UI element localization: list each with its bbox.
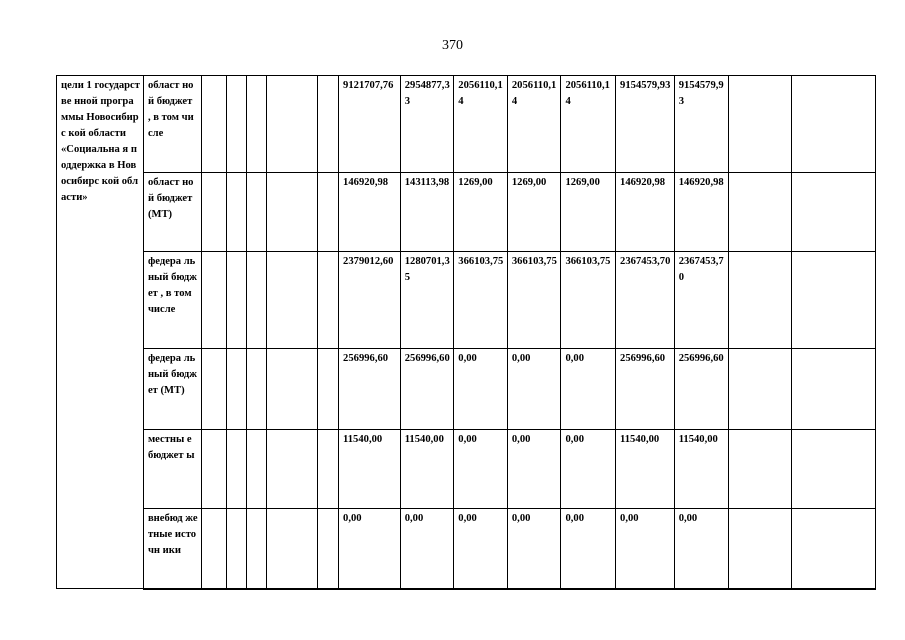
funding-source-cell: федера льный бюджет (МТ): [143, 349, 201, 430]
empty-cell: [226, 430, 246, 509]
value-cell: 2056110,14: [507, 76, 561, 173]
value-cell: 9154579,93: [616, 76, 675, 173]
value-cell: 11540,00: [616, 430, 675, 509]
table-row: [57, 252, 876, 349]
value-cell: 2367453,70: [616, 252, 675, 349]
empty-cell: [247, 509, 267, 589]
value-cell: 0,00: [616, 509, 675, 589]
goal-cell: цели 1 государстве нной программы Новосибирс кой области «Социальна я поддержка в Новосибирс кой области»: [57, 76, 144, 589]
value-cell: 0,00: [561, 430, 616, 509]
value-cell: 1269,00: [507, 173, 561, 252]
value-cell: 146920,98: [339, 173, 401, 252]
value-cell: 366103,75: [561, 252, 616, 349]
value-cell: 1280701,35: [400, 252, 454, 349]
empty-cell: [226, 349, 246, 430]
empty-cell: [247, 349, 267, 430]
value-cell: 11540,00: [674, 430, 729, 509]
value-cell: 1269,00: [454, 173, 508, 252]
empty-cell: [226, 173, 246, 252]
value-cell: 2056110,14: [454, 76, 508, 173]
value-cell: 0,00: [454, 349, 508, 430]
empty-cell: [201, 349, 226, 430]
table-row: [57, 173, 876, 252]
value-cell: 256996,60: [674, 349, 729, 430]
empty-cell: [201, 509, 226, 589]
empty-cell: [729, 349, 792, 430]
value-cell: 146920,98: [616, 173, 675, 252]
table-row: [57, 76, 876, 173]
empty-cell: [791, 349, 875, 430]
empty-cell: [791, 509, 875, 589]
empty-cell: [317, 76, 338, 173]
empty-cell: [267, 509, 318, 589]
value-cell: 9154579,93: [674, 76, 729, 173]
value-cell: 0,00: [507, 509, 561, 589]
empty-cell: [201, 430, 226, 509]
value-cell: 2367453,70: [674, 252, 729, 349]
empty-cell: [729, 509, 792, 589]
empty-cell: [317, 430, 338, 509]
value-cell: 9121707,76: [339, 76, 401, 173]
empty-cell: [317, 509, 338, 589]
empty-cell: [201, 76, 226, 173]
value-cell: 366103,75: [454, 252, 508, 349]
empty-cell: [317, 252, 338, 349]
empty-cell: [267, 349, 318, 430]
funding-source-cell: местны е бюджет ы: [143, 430, 201, 509]
value-cell: 2056110,14: [561, 76, 616, 173]
table-row: [57, 430, 876, 509]
value-cell: 0,00: [561, 349, 616, 430]
empty-cell: [247, 173, 267, 252]
empty-cell: [267, 76, 318, 173]
value-cell: 0,00: [507, 349, 561, 430]
funding-source-cell: област ной бюджет (МТ): [143, 173, 201, 252]
table-row: [57, 349, 876, 430]
value-cell: 2954877,33: [400, 76, 454, 173]
value-cell: 11540,00: [339, 430, 401, 509]
empty-cell: [317, 173, 338, 252]
value-cell: 0,00: [454, 509, 508, 589]
funding-source-cell: федера льный бюджет , в том числе: [143, 252, 201, 349]
empty-cell: [267, 252, 318, 349]
table-body: [57, 76, 876, 589]
empty-cell: [247, 76, 267, 173]
value-cell: 0,00: [561, 509, 616, 589]
value-cell: 0,00: [674, 509, 729, 589]
value-cell: 366103,75: [507, 252, 561, 349]
value-cell: 146920,98: [674, 173, 729, 252]
empty-cell: [791, 76, 875, 173]
table-row: [57, 509, 876, 589]
empty-cell: [791, 173, 875, 252]
empty-cell: [729, 430, 792, 509]
value-cell: 1269,00: [561, 173, 616, 252]
empty-cell: [201, 252, 226, 349]
value-cell: 256996,60: [616, 349, 675, 430]
value-cell: 256996,60: [400, 349, 454, 430]
empty-cell: [729, 252, 792, 349]
funding-source-cell: внебюд жетные источн ики: [143, 509, 201, 589]
empty-cell: [247, 252, 267, 349]
value-cell: 0,00: [339, 509, 401, 589]
empty-cell: [791, 430, 875, 509]
value-cell: 143113,98: [400, 173, 454, 252]
value-cell: 256996,60: [339, 349, 401, 430]
empty-cell: [201, 173, 226, 252]
value-cell: 0,00: [454, 430, 508, 509]
empty-cell: [317, 349, 338, 430]
budget-table: [56, 75, 876, 590]
empty-cell: [226, 252, 246, 349]
empty-cell: [226, 76, 246, 173]
value-cell: 2379012,60: [339, 252, 401, 349]
funding-source-cell: област ной бюджет , в том числе: [143, 76, 201, 173]
empty-cell: [791, 252, 875, 349]
value-cell: 0,00: [507, 430, 561, 509]
empty-cell: [226, 509, 246, 589]
value-cell: 11540,00: [400, 430, 454, 509]
page-number: 370: [442, 38, 463, 53]
value-cell: 0,00: [400, 509, 454, 589]
empty-cell: [267, 173, 318, 252]
empty-cell: [729, 173, 792, 252]
empty-cell: [729, 76, 792, 173]
empty-cell: [247, 430, 267, 509]
empty-cell: [267, 430, 318, 509]
